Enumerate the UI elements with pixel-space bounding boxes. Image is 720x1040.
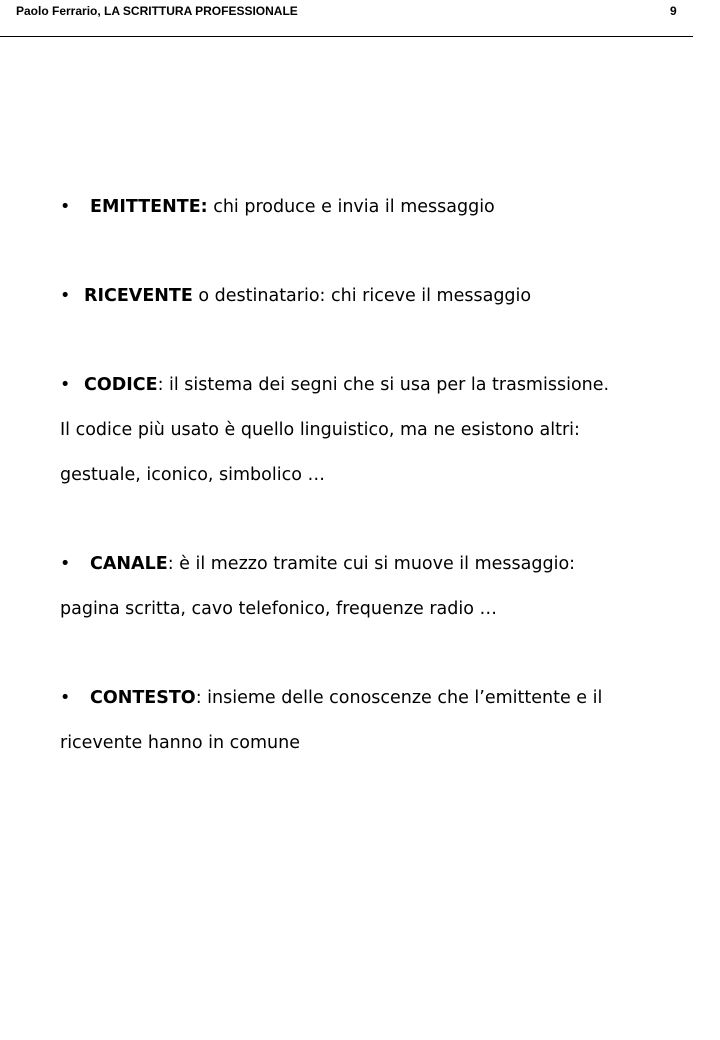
continuation-line: gestuale, iconico, simbolico … [60,465,325,485]
definition-contesto: : insieme delle conoscenze che l’emittente e il [195,688,603,708]
continuation-line: pagina scritta, cavo telefonico, frequenze radio … [60,599,498,619]
page-header [0,0,693,37]
term-emittente: EMITTENTE: [90,197,208,217]
definition-canale: : è il mezzo tramite cui si muove il messaggio: [167,554,576,574]
term-codice: CODICE [84,375,158,395]
term-ricevente: RICEVENTE [84,286,193,306]
bullet: • [60,688,71,708]
list-item-emittente [60,196,495,218]
list-item-ricevente [60,285,531,307]
bullet: • [60,375,71,395]
page-number: 9 [670,4,677,18]
bullet: • [60,554,71,574]
bullet: • [60,286,71,306]
continuation-line: ricevente hanno in comune [60,733,300,753]
term-contesto: CONTESTO [90,688,196,708]
term-canale: CANALE [90,554,168,574]
definition-ricevente: o destinatario: chi riceve il messaggio [192,286,532,306]
bullet: • [60,197,71,217]
continuation-line: Il codice più usato è quello linguistico, ma ne esistono altri: [60,420,580,440]
document-title: Paolo Ferrario, LA SCRITTURA PROFESSIONALE [16,4,298,18]
list-item-codice [60,374,609,396]
definition-emittente: chi produce e invia il messaggio [207,197,495,217]
list-item-canale [60,553,575,575]
list-item-contesto [60,687,602,709]
definition-codice: : il sistema dei segni che si usa per la trasmissione. [157,375,610,395]
